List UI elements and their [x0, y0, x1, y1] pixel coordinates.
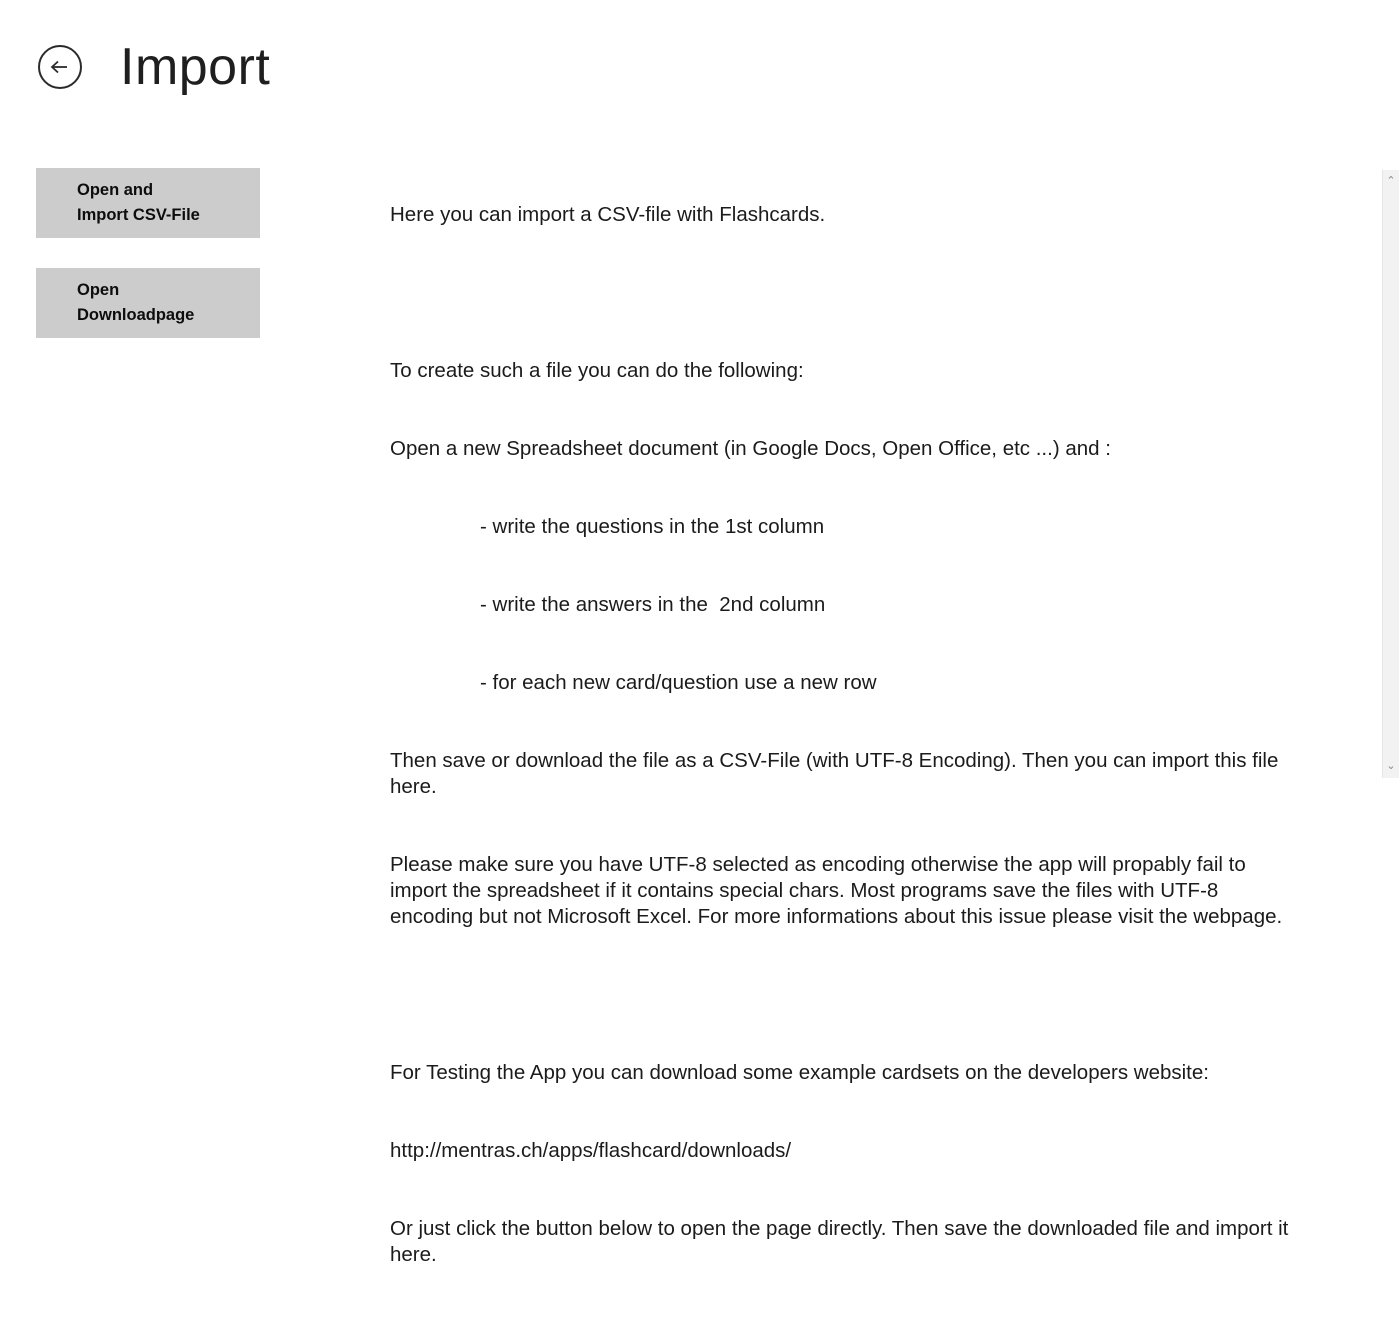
page-header	[0, 0, 1399, 96]
howto-bullet-3: - for each new card/question use a new row	[480, 671, 877, 694]
sidebar	[36, 90, 260, 1320]
download-url: http://mentras.ch/apps/flashcard/downloads/	[390, 1139, 792, 1162]
howto-step: Open a new Spreadsheet document (in Google Docs, Open Office, etc ...) and :	[390, 437, 1111, 460]
save-note: Then save or download the file as a CSV-File (with UTF-8 Encoding). Then you can import this file here.	[390, 749, 1285, 798]
paragraph-spacer-2	[390, 982, 1290, 1008]
howto-title: To create such a file you can do the following:	[390, 359, 804, 382]
instructions-panel	[390, 90, 1295, 1320]
encoding-note: Please make sure you have UTF-8 selected as encoding otherwise the app will propably fail to import the spreadsheet if it contains special chars. Most programs save the files with UTF-8 encoding but not Microsoft Excel. For more informations about this issue please visit the webpage.	[390, 853, 1283, 928]
open-downloadpage-button[interactable]	[36, 268, 260, 338]
scroll-up-icon[interactable]: ⌃	[1386, 175, 1396, 187]
scroll-down-icon[interactable]: ⌄	[1386, 760, 1396, 772]
instructions-text	[390, 150, 1295, 1320]
vertical-scrollbar[interactable]	[1382, 170, 1399, 778]
open-and-import-csv-file-button[interactable]	[36, 168, 260, 238]
page-title: Import	[120, 38, 271, 96]
open-import-label-line1: Open and	[77, 180, 154, 199]
testing-note: For Testing the App you can download some example cardsets on the developers website:	[390, 1061, 1209, 1084]
open-import-label-line2: Import CSV-File	[77, 206, 200, 224]
intro-paragraph: Here you can import a CSV-file with Flashcards.	[390, 203, 826, 226]
closing-note: Or just click the button below to open the page directly. Then save the downloaded file and import it here.	[390, 1217, 1295, 1266]
page-content	[0, 90, 1399, 1320]
howto-bullet-1: - write the questions in the 1st column	[480, 515, 825, 538]
open-downloadpage-label-line1: Open	[77, 280, 120, 299]
howto-bullet-2: - write the answers in the 2nd column	[480, 593, 826, 616]
open-downloadpage-label-line2: Downloadpage	[77, 306, 195, 324]
back-arrow-icon[interactable]	[38, 45, 82, 89]
paragraph-spacer	[390, 280, 1290, 306]
